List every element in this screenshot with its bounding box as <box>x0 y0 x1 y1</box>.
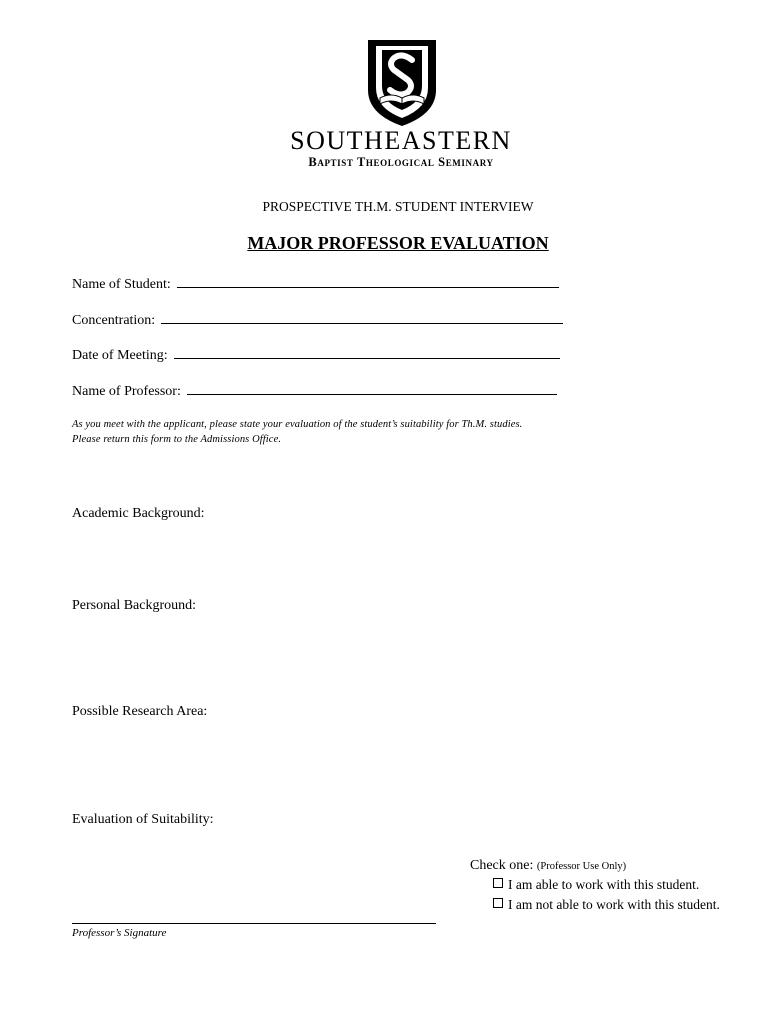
field-label: Name of Professor: <box>72 384 181 399</box>
checkbox-icon[interactable] <box>493 898 503 908</box>
instructions <box>72 417 672 447</box>
signature-line[interactable] <box>72 923 436 924</box>
checkbox-icon[interactable] <box>493 878 503 888</box>
student-name-blank[interactable] <box>177 274 559 288</box>
student-name-field[interactable] <box>72 274 559 294</box>
instructions-line: As you meet with the applicant, please state your evaluation of the student’s suitability for Th.M. studies. <box>72 419 523 430</box>
form-subtitle: PROSPECTIVE TH.M. STUDENT INTERVIEW <box>262 199 534 214</box>
research-area-label: Possible Research Area: <box>72 704 208 719</box>
option-label: I am not able to work with this student. <box>508 897 720 912</box>
logo-title: SOUTHEASTERN <box>290 126 512 155</box>
form-title: MAJOR PROFESSOR EVALUATION <box>247 233 549 253</box>
concentration-blank[interactable] <box>161 310 563 324</box>
meeting-date-blank[interactable] <box>174 345 560 359</box>
personal-background-label: Personal Background: <box>72 598 197 613</box>
concentration-field[interactable] <box>72 310 563 330</box>
meeting-date-field[interactable] <box>72 345 560 365</box>
seminary-crest-icon <box>360 38 444 128</box>
field-label: Date of Meeting: <box>72 348 168 363</box>
option-label: I am able to work with this student. <box>508 877 700 892</box>
logo-subtitle: Baptist Theological Seminary <box>308 155 494 169</box>
check-heading-text: Check one: <box>470 858 534 873</box>
signature-label: Professor’s Signature <box>72 927 167 939</box>
professor-name-field[interactable] <box>72 381 557 401</box>
seminary-logo <box>286 38 516 173</box>
academic-background-label: Academic Background: <box>72 506 205 521</box>
suitability-label: Evaluation of Suitability: <box>72 812 214 827</box>
professor-use-note: (Professor Use Only) <box>536 861 627 872</box>
field-label: Name of Student: <box>72 277 171 292</box>
field-label: Concentration: <box>72 313 156 328</box>
instructions-line: Please return this form to the Admissions Office. <box>72 434 282 445</box>
option-able[interactable] <box>493 876 699 894</box>
check-one-heading <box>470 857 626 876</box>
professor-name-blank[interactable] <box>187 381 557 395</box>
option-not-able[interactable] <box>493 896 720 914</box>
